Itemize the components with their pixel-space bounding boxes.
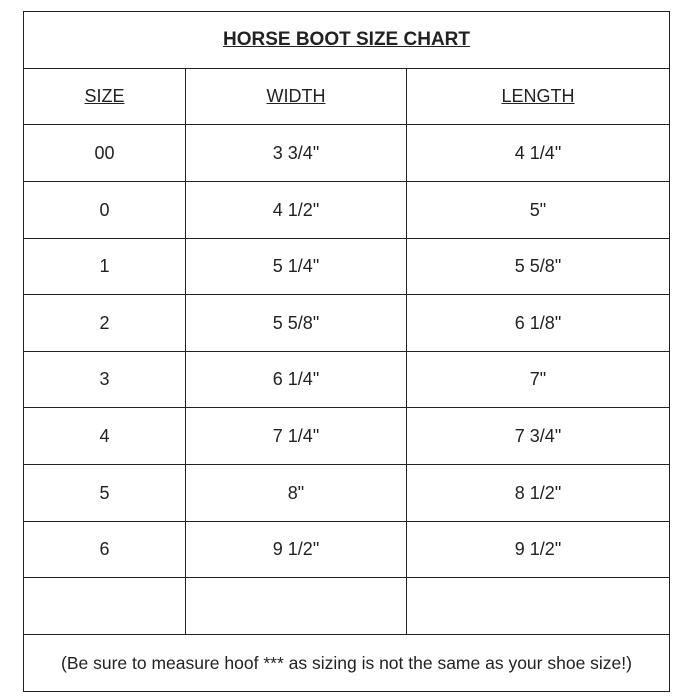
size-cell: 6 (24, 522, 186, 577)
header-row (24, 69, 669, 125)
length-cell: 5" (529, 199, 547, 220)
header-size: SIZE (24, 69, 186, 124)
width-cell: 5 1/4" (186, 239, 407, 294)
width-cell: 6 1/4" (186, 352, 407, 407)
size-cell: 0 (24, 182, 186, 238)
note-row (24, 635, 669, 691)
width-cell: 9 1/2" (186, 522, 407, 577)
size-cell: 3 (24, 352, 186, 407)
length-cell: 6 1/8" (514, 312, 562, 333)
length-cell: 7 3/4" (514, 425, 562, 446)
width-cell: 4 1/2" (186, 182, 407, 238)
size-chart-table (23, 11, 670, 692)
table-row (24, 239, 669, 295)
size-cell (24, 578, 186, 634)
size-cell: 00 (24, 125, 186, 181)
title-row (24, 12, 669, 69)
table-row-empty (24, 578, 669, 635)
header-length: LENGTH (501, 86, 575, 106)
width-cell (186, 578, 407, 634)
width-cell: 5 5/8" (186, 295, 407, 351)
width-cell: 3 3/4" (186, 125, 407, 181)
table-row (24, 182, 669, 239)
length-cell: 7" (529, 369, 547, 389)
length-cell: 4 1/4" (514, 142, 562, 163)
table-row (24, 125, 669, 182)
table-row (24, 408, 669, 465)
width-cell: 8" (186, 465, 407, 521)
table-row (24, 295, 669, 352)
size-cell: 4 (24, 408, 186, 464)
length-cell (407, 578, 669, 634)
size-cell: 2 (24, 295, 186, 351)
size-cell: 5 (24, 465, 186, 521)
length-cell: 9 1/2" (514, 539, 562, 559)
header-width: WIDTH (186, 69, 407, 124)
table-row (24, 522, 669, 578)
length-cell: 8 1/2" (514, 482, 562, 503)
size-cell: 1 (24, 239, 186, 294)
width-cell: 7 1/4" (186, 408, 407, 464)
length-cell: 5 5/8" (514, 256, 562, 276)
table-row (24, 465, 669, 522)
sizing-note: (Be sure to measure hoof *** as sizing is not the same as your shoe size!) (61, 652, 632, 673)
chart-title: HORSE BOOT SIZE CHART (222, 29, 470, 50)
table-row (24, 352, 669, 408)
